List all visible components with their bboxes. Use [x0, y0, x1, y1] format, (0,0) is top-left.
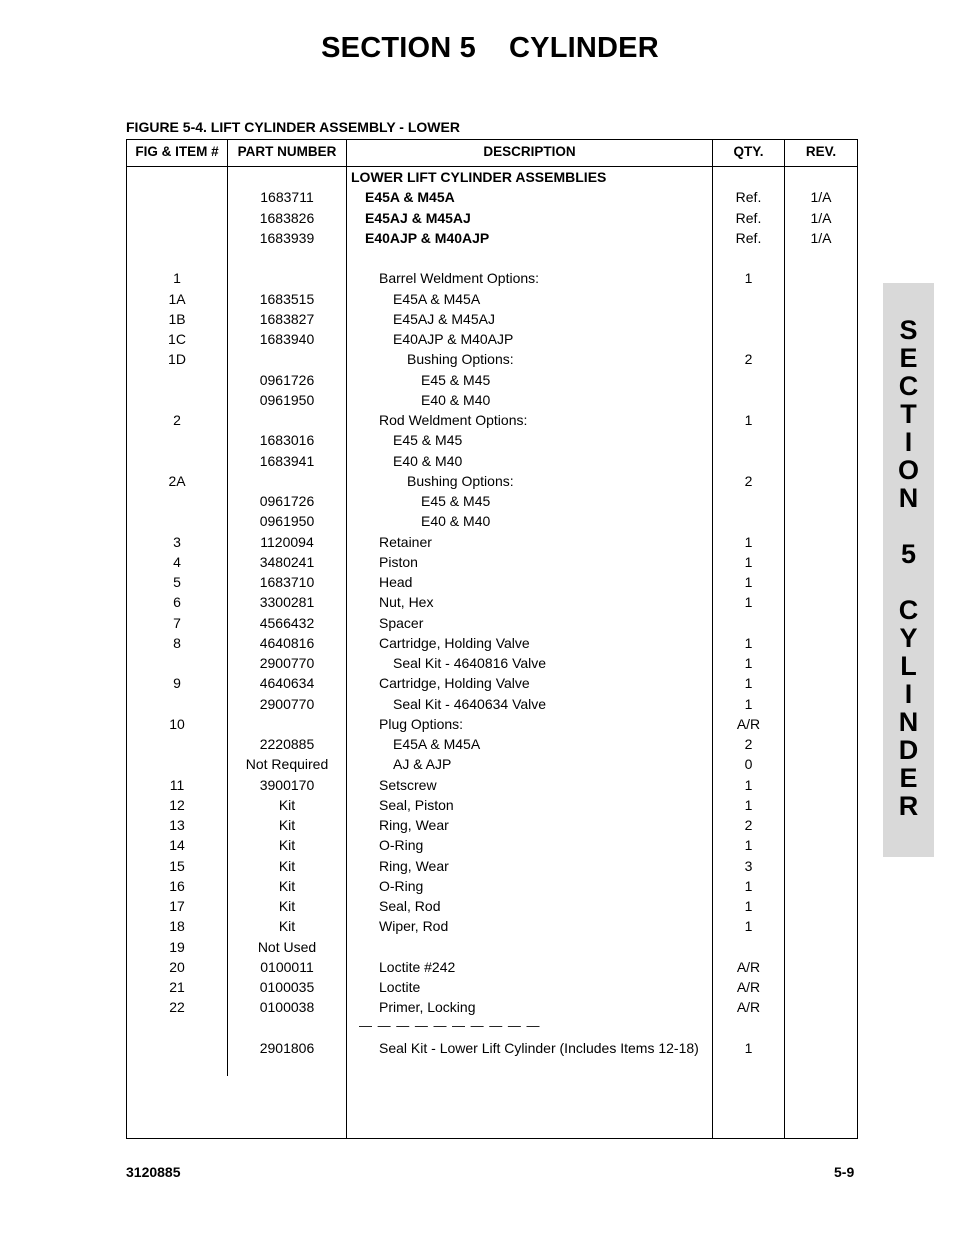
part-number-cell: 1683941	[259, 452, 315, 469]
part-number-cell: Kit	[278, 837, 296, 854]
fig-item-cell: 15	[169, 857, 185, 874]
separator-line: — — — — — — — — — —	[359, 1018, 541, 1033]
fig-item-cell: 4	[173, 553, 181, 570]
fig-item-cell: 7	[173, 614, 181, 631]
part-number-cell: 1683826	[259, 209, 315, 226]
table-row	[127, 289, 857, 309]
description-cell: Seal Kit - Lower Lift Cylinder (Includes Items 12-18)	[379, 1039, 699, 1056]
side-tab-letter: C	[898, 371, 919, 401]
table-row	[127, 370, 857, 390]
table-row	[127, 937, 857, 957]
qty-cell: A/R	[736, 979, 761, 995]
part-number-cell: 3300281	[259, 594, 315, 611]
side-tab-letter: N	[898, 707, 919, 737]
table-row	[127, 775, 857, 795]
qty-cell: 1	[744, 695, 753, 712]
fig-item-cell: 21	[169, 979, 185, 995]
part-number-cell: Not Used	[257, 938, 317, 955]
fig-item-cell: 19	[169, 938, 185, 955]
fig-item-cell: 1	[173, 270, 181, 287]
part-number-cell: 1683710	[259, 574, 315, 590]
part-number-cell: 1683827	[259, 310, 315, 327]
table-row	[127, 633, 857, 653]
part-number-cell: 4640816	[259, 634, 315, 651]
fig-item-cell: 11	[169, 776, 185, 793]
description-cell: E40 & M40	[393, 452, 463, 469]
qty-cell: 1	[744, 837, 753, 854]
fig-item-cell: 13	[169, 817, 185, 833]
part-number-cell: 0961950	[259, 513, 315, 530]
qty-cell: 1	[744, 877, 753, 894]
description-cell: E40AJP & M40AJP	[365, 229, 490, 246]
side-tab-letter: D	[898, 735, 919, 765]
description-cell: Ring, Wear	[379, 817, 449, 833]
description-cell: Loctite	[379, 979, 421, 995]
table-row	[127, 451, 857, 471]
fig-item-cell: 9	[173, 675, 181, 692]
part-number-cell: 1683940	[259, 331, 315, 347]
rev-cell: 1/A	[810, 209, 832, 226]
table-row	[127, 653, 857, 673]
table-row	[127, 187, 857, 207]
qty-cell: A/R	[736, 715, 761, 732]
part-number-cell: 0961726	[259, 371, 315, 388]
part-number-cell: 3900170	[259, 776, 315, 793]
footer-doc-number: 3120885	[126, 1164, 181, 1180]
side-tab-letter: O	[897, 455, 919, 485]
table-row	[127, 511, 857, 531]
side-tab-letter: I	[904, 679, 913, 709]
qty-cell: 1	[744, 594, 753, 611]
description-cell: E45A & M45A	[393, 736, 481, 752]
side-tab-letter: T	[900, 399, 917, 429]
table-row	[127, 856, 857, 876]
description-cell: Plug Options:	[379, 715, 464, 732]
qty-cell: 2	[744, 351, 753, 368]
part-number-cell: 0100011	[260, 958, 314, 975]
table-row	[127, 572, 857, 592]
description-cell: Primer, Locking	[379, 999, 476, 1016]
page-title: SECTION 5 CYLINDER	[321, 32, 659, 64]
table-row	[127, 268, 857, 288]
parts-table	[126, 139, 858, 1139]
description-cell: Spacer	[379, 614, 424, 631]
description-cell: Seal Kit - 4640816 Valve	[393, 655, 547, 671]
description-cell: Rod Weldment Options:	[379, 412, 528, 428]
table-row	[127, 592, 857, 612]
qty-cell: 0	[744, 756, 753, 773]
table-row	[127, 815, 857, 835]
part-number-cell: 2901806	[259, 1039, 315, 1056]
rev-cell: 1/A	[810, 229, 832, 246]
side-tab-letter: Y	[899, 623, 918, 653]
description-cell: E40AJP & M40AJP	[393, 331, 514, 347]
description-cell: E45A & M45A	[393, 290, 481, 307]
qty-cell: 1	[744, 1039, 753, 1056]
table-row	[127, 896, 857, 916]
description-cell: Piston	[379, 553, 418, 570]
description-cell: Seal, Piston	[379, 796, 454, 813]
table-body	[127, 167, 857, 1058]
side-tab-letter: 5	[900, 539, 917, 569]
qty-cell: 1	[744, 270, 753, 287]
table-row	[127, 430, 857, 450]
qty-cell: 3	[744, 857, 753, 874]
fig-item-cell: 14	[169, 837, 185, 854]
table-row	[127, 167, 857, 187]
fig-item-cell: 1A	[168, 290, 186, 307]
description-cell: E45 & M45	[421, 493, 491, 509]
description-cell: E45AJ & M45AJ	[393, 310, 495, 327]
description-cell: Cartridge, Holding Valve	[379, 634, 530, 651]
header-fig-item: FIG & ITEM #	[135, 144, 219, 159]
side-tab-letter: S	[899, 315, 918, 345]
part-number-cell: 1683515	[259, 290, 315, 307]
fig-item-cell: 3	[173, 533, 181, 550]
fig-item-cell: 18	[169, 918, 185, 935]
fig-item-cell: 1D	[168, 351, 186, 368]
description-cell: Wiper, Rod	[379, 918, 449, 935]
fig-item-cell: 8	[173, 634, 181, 651]
table-row	[127, 916, 857, 936]
side-tab-letter: R	[898, 791, 919, 821]
figure-caption: FIGURE 5-4. LIFT CYLINDER ASSEMBLY - LOWER	[126, 119, 460, 135]
part-number-cell: 2220885	[259, 736, 315, 752]
description-cell: E45AJ & M45AJ	[365, 209, 471, 226]
description-cell: Setscrew	[379, 776, 437, 793]
header-description: DESCRIPTION	[483, 144, 576, 159]
qty-cell: 2	[744, 472, 753, 489]
description-cell: Ring, Wear	[379, 857, 449, 874]
table-row	[127, 734, 857, 754]
part-number-cell: 4566432	[259, 614, 315, 631]
description-cell: E40 & M40	[421, 391, 491, 408]
part-number-cell: 3480241	[259, 553, 315, 570]
part-number-cell: 0100035	[259, 979, 315, 995]
table-row	[127, 977, 857, 997]
description-cell: Seal, Rod	[379, 898, 441, 914]
description-cell: O-Ring	[379, 877, 424, 894]
table-row	[127, 248, 857, 268]
part-number-cell: Not Required	[245, 756, 329, 773]
part-number-cell: 1683939	[259, 229, 315, 246]
description-cell: Bushing Options:	[407, 472, 514, 489]
qty-cell: Ref.	[735, 189, 762, 206]
part-number-cell: Kit	[278, 857, 296, 874]
table-row	[127, 552, 857, 572]
fig-item-cell: 2	[173, 412, 181, 428]
side-tab-letter: I	[904, 427, 913, 457]
part-number-cell: Kit	[278, 898, 296, 914]
qty-cell: 2	[744, 817, 753, 833]
table-row	[127, 835, 857, 855]
description-cell: Loctite #242	[379, 958, 456, 975]
table-row	[127, 390, 857, 410]
fig-item-cell: 6	[173, 594, 181, 611]
part-number-cell: 0961950	[259, 391, 315, 408]
qty-cell: 1	[744, 655, 753, 671]
description-cell: Seal Kit - 4640634 Valve	[393, 695, 547, 712]
table-header	[127, 140, 857, 167]
qty-cell: 1	[744, 796, 753, 813]
side-tab-letter: E	[899, 763, 918, 793]
table-row	[127, 795, 857, 815]
table-row	[127, 309, 857, 329]
description-cell: AJ & AJP	[393, 756, 452, 773]
fig-item-cell: 10	[169, 715, 185, 732]
table-row	[127, 471, 857, 491]
description-cell: Head	[379, 574, 413, 590]
description-cell: E45A & M45A	[365, 189, 455, 206]
table-row	[127, 349, 857, 369]
qty-cell: 1	[744, 553, 753, 570]
table-row	[127, 1038, 857, 1058]
qty-cell: 1	[744, 412, 753, 428]
qty-cell: 1	[744, 776, 753, 793]
description-cell: Cartridge, Holding Valve	[379, 675, 530, 692]
fig-item-cell: 17	[169, 898, 185, 914]
footer-page-number: 5-9	[834, 1164, 855, 1180]
qty-cell: 1	[744, 918, 753, 935]
table-row	[127, 532, 857, 552]
part-number-cell: 1683711	[260, 189, 314, 206]
description-cell: O-Ring	[379, 837, 424, 854]
qty-cell: A/R	[736, 999, 761, 1016]
part-number-cell: Kit	[278, 918, 296, 935]
part-number-cell: 2900770	[259, 655, 315, 671]
qty-cell: Ref.	[735, 229, 762, 246]
part-number-cell: 0961726	[259, 493, 315, 509]
description-cell: Bushing Options:	[407, 351, 514, 368]
table-row	[127, 329, 857, 349]
description-cell: E45 & M45	[393, 432, 463, 449]
qty-cell: 1	[744, 675, 753, 692]
part-number-cell: 0100038	[259, 999, 315, 1016]
part-number-cell: Kit	[278, 817, 296, 833]
fig-item-cell: 22	[169, 999, 185, 1016]
table-row	[127, 491, 857, 511]
qty-cell: 2	[744, 736, 753, 752]
part-number-cell: 1120094	[260, 533, 314, 550]
side-tab-letter: L	[900, 651, 917, 681]
table-row	[127, 876, 857, 896]
side-tab-letter	[883, 512, 934, 540]
part-number-cell: 2900770	[259, 695, 315, 712]
description-cell: E40 & M40	[421, 513, 491, 530]
side-tab-letter: N	[898, 483, 919, 513]
table-row	[127, 714, 857, 734]
table-row	[127, 613, 857, 633]
fig-item-cell: 5	[173, 574, 181, 590]
qty-cell: 1	[744, 634, 753, 651]
fig-item-cell: 16	[169, 877, 185, 894]
table-row	[127, 673, 857, 693]
description-cell: Retainer	[379, 533, 432, 550]
table-row	[127, 694, 857, 714]
qty-cell: Ref.	[735, 209, 762, 226]
part-number-cell: 1683016	[259, 432, 315, 449]
side-tab-letter: E	[899, 343, 918, 373]
header-part-number: PART NUMBER	[237, 144, 337, 159]
table-row	[127, 997, 857, 1017]
part-number-cell: Kit	[278, 796, 296, 813]
fig-item-cell: 2A	[168, 472, 186, 489]
fig-item-cell: 20	[169, 958, 185, 975]
qty-cell: 1	[744, 898, 753, 914]
qty-cell: A/R	[736, 958, 761, 975]
section-side-tab	[883, 283, 934, 857]
fig-item-cell: 1C	[168, 331, 186, 347]
header-qty: QTY.	[733, 144, 764, 159]
qty-cell: 1	[744, 574, 753, 590]
fig-item-cell: 1B	[168, 310, 186, 327]
table-row	[127, 410, 857, 430]
side-tab-text	[883, 316, 934, 820]
fig-item-cell: 12	[169, 796, 185, 813]
qty-cell: 1	[744, 533, 753, 550]
part-number-cell: 4640634	[259, 675, 315, 692]
table-row	[127, 957, 857, 977]
description-cell: Nut, Hex	[379, 594, 434, 611]
description-cell: LOWER LIFT CYLINDER ASSEMBLIES	[351, 169, 607, 185]
side-tab-letter: C	[898, 595, 919, 625]
table-row	[127, 754, 857, 774]
table-row	[127, 228, 857, 248]
table-row	[127, 208, 857, 228]
side-tab-letter	[883, 568, 934, 596]
rev-cell: 1/A	[810, 189, 832, 206]
header-rev: REV.	[805, 144, 837, 159]
description-cell: E45 & M45	[421, 371, 491, 388]
part-number-cell: Kit	[278, 877, 296, 894]
description-cell: Barrel Weldment Options:	[379, 270, 540, 287]
